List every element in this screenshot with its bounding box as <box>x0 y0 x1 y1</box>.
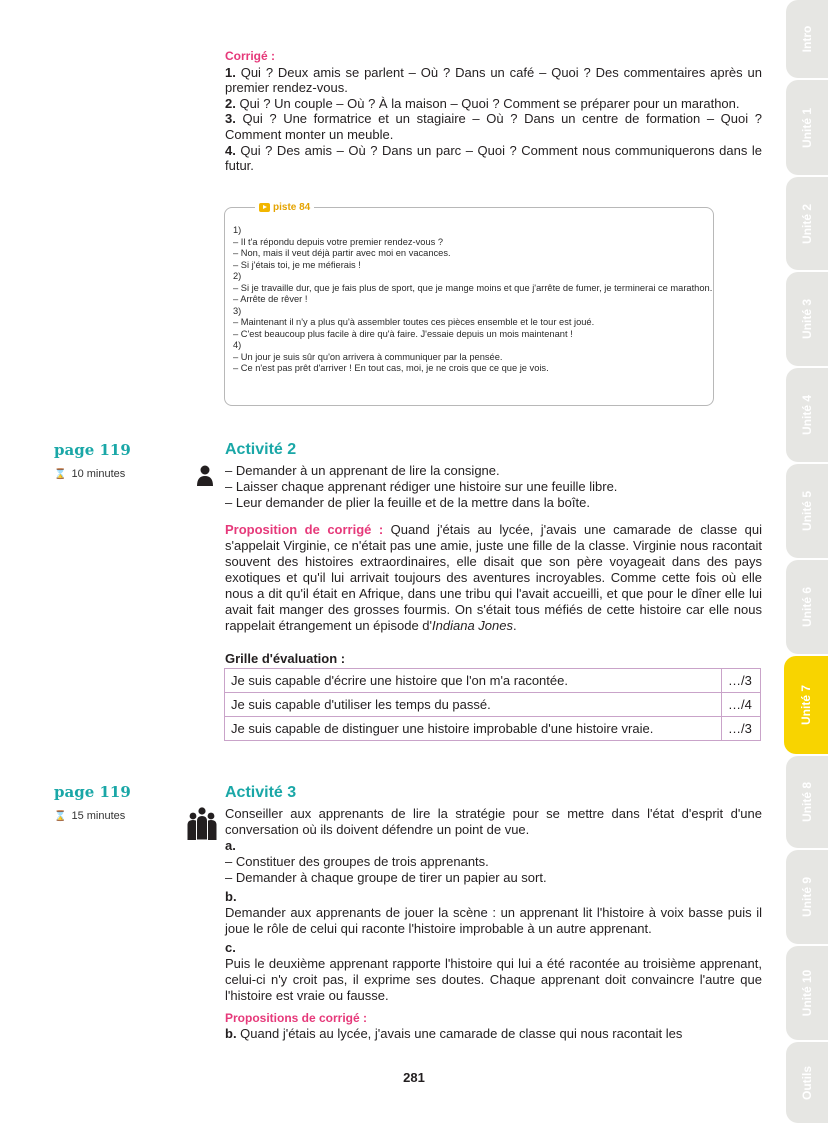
individual-work-icon <box>196 465 214 487</box>
tab-label: Unité 9 <box>800 876 814 918</box>
transcript-box <box>224 202 714 406</box>
transcript-line: 1) <box>233 225 242 235</box>
corrige-item <box>225 143 762 174</box>
transcript-line: – Un jour je suis sûr qu'on arrivera à communiquer par la pensée. <box>233 351 503 362</box>
score-cell: …/3 <box>722 669 761 693</box>
tab-label: Unité 10 <box>800 969 814 1017</box>
tab-unite-3[interactable] <box>786 272 828 366</box>
tab-label: Unité 3 <box>800 298 814 340</box>
corrige-item <box>225 96 762 112</box>
page-reference: page 119 <box>54 783 131 801</box>
transcript-line: 3) <box>233 305 242 316</box>
activity-steps <box>225 463 762 511</box>
activity-duration <box>54 468 125 480</box>
activity-title: Activité 3 <box>225 784 297 801</box>
tab-unite-7[interactable] <box>784 656 828 754</box>
corrige-section <box>225 49 762 174</box>
tab-unite-6[interactable] <box>786 560 828 654</box>
part-text: Puis le deuxième apprenant rapporte l'histoire qui lui a été racontée au troisième apprenant, celui-ci n'y croit pas, il exprime ses doutes. Chaque apprenant doit convaincre l'autre que l'histoire est vraie ou fausse. <box>225 956 762 1003</box>
transcript-line: – Arrête de rêver ! <box>233 294 308 304</box>
track-name: piste 84 <box>273 202 311 213</box>
part-label: b. <box>225 889 237 904</box>
tab-label: Unité 4 <box>800 394 814 436</box>
transcript-line: – Si j'étais toi, je me méfierais ! <box>233 259 361 270</box>
criterion-cell: Je suis capable d'écrire une histoire que l'on m'a racontée. <box>225 669 722 693</box>
tab-outils[interactable] <box>786 1042 828 1123</box>
tab-label: Unité 6 <box>800 586 814 628</box>
evaluation-grid <box>224 668 761 741</box>
step-line: – Demander à un apprenant de lire la consigne. <box>225 463 500 478</box>
tab-label: Outils <box>800 1065 814 1100</box>
page-number: 281 <box>403 1070 425 1085</box>
item-text: Qui ? Un couple – Où ? À la maison – Quoi ? Comment se préparer pour un marathon. <box>235 95 740 111</box>
criterion-cell: Je suis capable d'utiliser les temps du passé. <box>225 693 722 717</box>
tab-label: Unité 1 <box>800 107 814 148</box>
corrige-item <box>225 65 762 96</box>
tab-label: Intro <box>800 25 814 53</box>
page-reference: page 119 <box>54 441 131 459</box>
proposition-italic: Indiana Jones <box>432 618 513 633</box>
transcript-line: – C'est beaucoup plus facile à dire qu'à faire. J'essaie depuis un mois maintenant ! <box>233 328 573 339</box>
step-line: – Demander à chaque groupe de tirer un papier au sort. <box>225 870 547 885</box>
play-icon[interactable] <box>259 203 270 212</box>
proposition-text <box>225 1026 762 1042</box>
table-row <box>225 717 761 741</box>
propositions-label: Propositions de corrigé : <box>225 1011 368 1025</box>
tab-label: Unité 8 <box>800 781 814 823</box>
transcript-line: – Non, mais il veut déjà partir avec moi en vacances. <box>233 248 451 258</box>
tab-label: Unité 7 <box>799 684 813 726</box>
grille-title: Grille d'évaluation : <box>225 651 346 666</box>
tab-unite-8[interactable] <box>786 756 828 848</box>
part-label: c. <box>225 940 236 955</box>
intro-text: Conseiller aux apprenants de lire la stratégie pour se mettre dans l'état d'esprit d'une conversation où ils doivent défendre un point de vue. <box>225 806 762 837</box>
audio-track-label[interactable] <box>255 202 314 213</box>
step-line: – Laisser chaque apprenant rédiger une histoire sur une feuille libre. <box>225 479 618 494</box>
tab-intro[interactable] <box>786 0 828 78</box>
transcript-line: – Si je travaille dur, que je fais plus de sport, que je mange moins et que j'arrête de fumer, je terminerai ce marathon. <box>233 282 713 293</box>
item-text: Qui ? Deux amis se parlent – Où ? Dans un café – Quoi ? Des commentaires après un premier rendez-vous. <box>225 64 762 96</box>
table-row <box>225 669 761 693</box>
item-text: Qui ? Une formatrice et un stagiaire – Où ? Dans un centre de formation – Quoi ? Comment monter un meuble. <box>225 111 762 142</box>
tab-unite-9[interactable] <box>786 850 828 944</box>
hourglass-icon: ⌛ <box>54 468 67 480</box>
tab-label: Unité 2 <box>800 203 814 244</box>
item-number: 3. <box>225 111 236 127</box>
activity-instructions <box>225 806 762 1042</box>
step-line: – Leur demander de plier la feuille et de la mettre dans la boîte. <box>225 495 590 510</box>
tab-unite-1[interactable] <box>786 80 828 175</box>
proposition-text: Quand j'étais au lycée, j'avais une camarade de classe qui s'appelait Virginie, ce n'était pas une amie, juste une fille de la classe. Virginie nous racontait souvent des histoires extraordinaires, elle disait que son père voyageait dans des pays exotiques et qu'il lui arrivait toujours des aventures incroyables. Comme cette fois où elle nous a dit qu'il était en Afrique, dans une tribu qui l'avait accueilli, et que pour le dîner elle lui avait fait manger des grosses fourmis. On s'était tous méfiés de cette histoire car elle nous rappelait étrangement un épisode d' <box>225 522 762 633</box>
hourglass-icon: ⌛ <box>54 810 67 822</box>
part-text: Demander aux apprenants de jouer la scène : un apprenant lit l'histoire à voix basse puis il joue le rôle de celui qui raconte l'histoire improbable à un autre apprenant. <box>225 905 762 936</box>
part-label: a. <box>225 838 236 853</box>
item-text: Qui ? Des amis – Où ? Dans un parc – Quoi ? Comment nous communiquerons dans le futur. <box>225 142 762 174</box>
transcript-line: – Il t'a répondu depuis votre premier rendez-vous ? <box>233 236 444 247</box>
group-work-icon <box>187 807 217 841</box>
proposition-label: Proposition de corrigé : <box>225 522 384 537</box>
transcript-text <box>233 225 715 375</box>
item-number: 2. <box>225 95 236 111</box>
item-number: 1. <box>225 64 236 80</box>
criterion-cell: Je suis capable de distinguer une histoire improbable d'une histoire vraie. <box>225 717 722 741</box>
step-line: – Constituer des groupes de trois apprenants. <box>225 854 489 869</box>
tab-unite-5[interactable] <box>786 464 828 558</box>
transcript-line: – Ce n'est pas prêt d'arriver ! En tout cas, moi, je ne crois que ce que je vois. <box>233 363 549 373</box>
activity-title: Activité 2 <box>225 441 297 458</box>
item-number: 4. <box>225 142 236 158</box>
tab-unite-10[interactable] <box>786 946 828 1040</box>
proposition-end: . <box>512 618 517 633</box>
score-cell: …/3 <box>722 717 761 741</box>
corrige-title: Corrigé : <box>225 49 276 63</box>
duration-text: 15 minutes <box>71 810 126 822</box>
proposition-body: Quand j'étais au lycée, j'avais une camarade de classe qui nous racontait les <box>236 1026 683 1041</box>
tab-unite-2[interactable] <box>786 177 828 270</box>
transcript-line: 4) <box>233 340 242 350</box>
transcript-line: 2) <box>233 271 242 281</box>
proposition-corrige <box>225 522 762 634</box>
activity-duration <box>54 810 125 822</box>
duration-text: 10 minutes <box>71 468 126 480</box>
score-cell: …/4 <box>722 693 761 717</box>
tab-label: Unité 5 <box>800 490 814 532</box>
corrige-item <box>225 111 762 142</box>
part-label: b. <box>225 1026 237 1041</box>
table-row <box>225 693 761 717</box>
transcript-line: – Maintenant il n'y a plus qu'à assembler toutes ces pièces ensemble et le tour est joué. <box>233 317 595 327</box>
tab-unite-4[interactable] <box>786 368 828 462</box>
